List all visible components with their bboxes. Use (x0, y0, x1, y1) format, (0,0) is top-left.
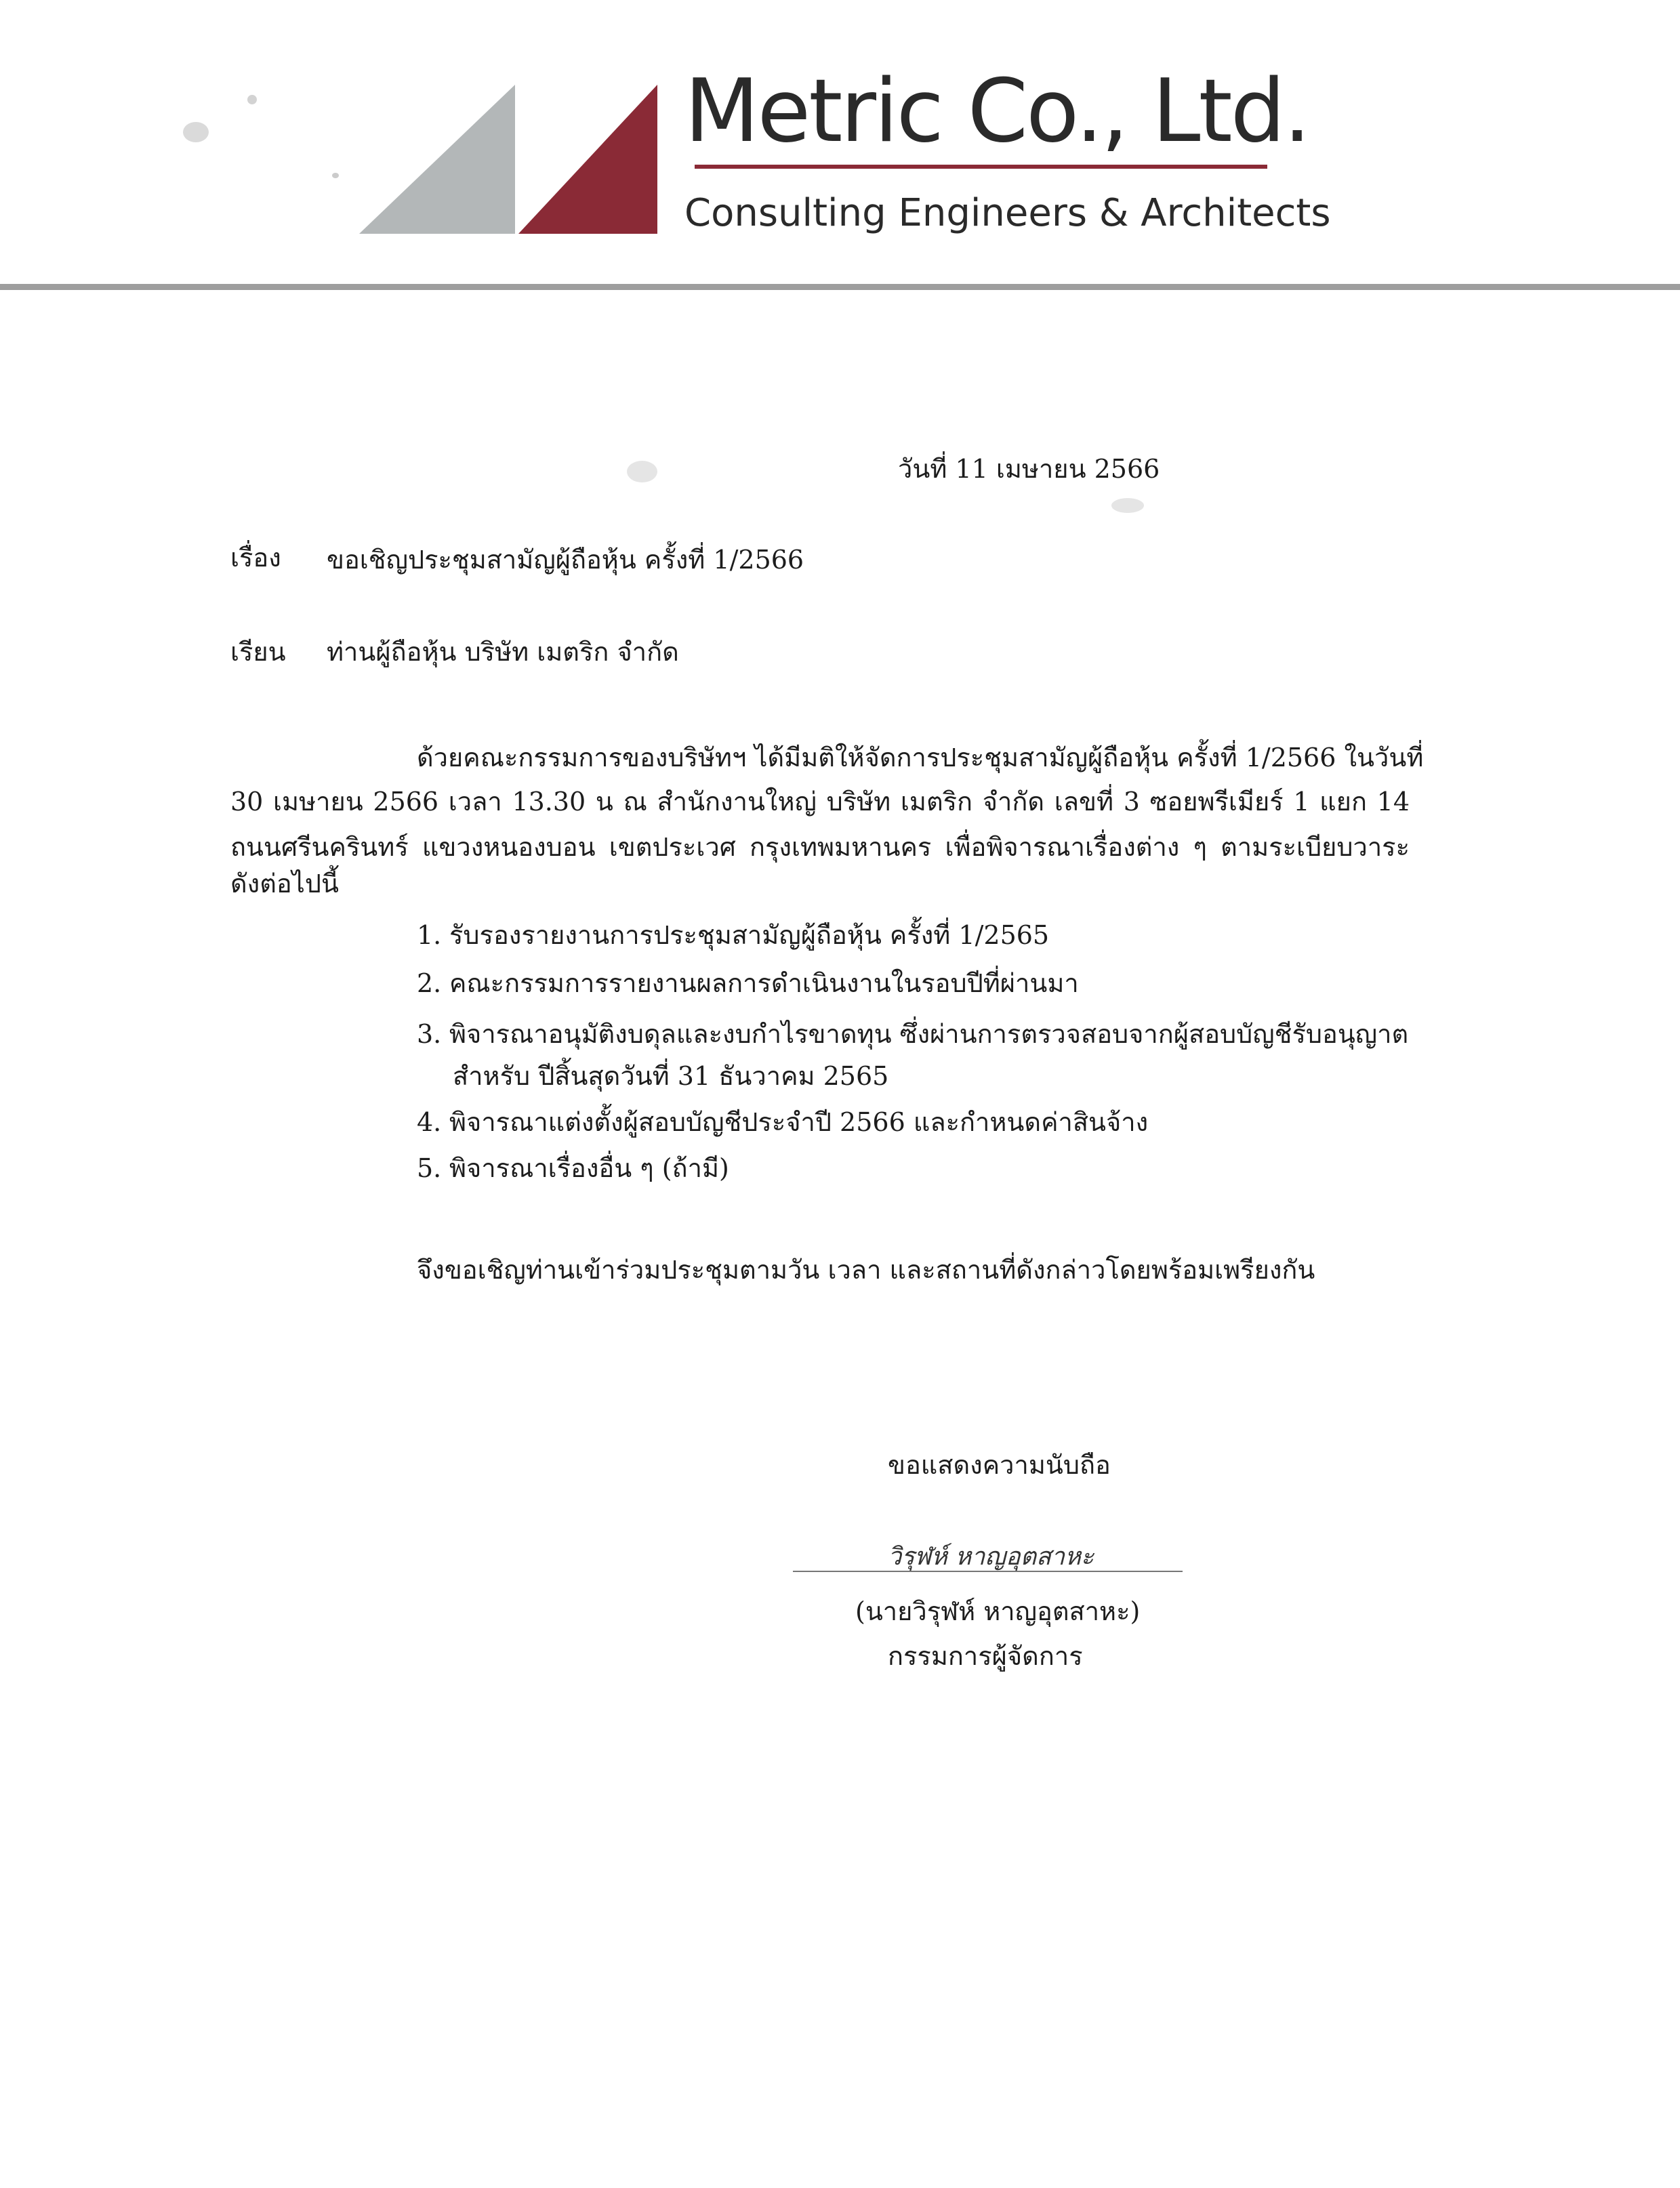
closing-text: ขอแสดงความนับถือ (888, 1450, 1111, 1480)
agenda-number: 5. (417, 1153, 442, 1183)
agenda-number: 3. (417, 1019, 442, 1049)
company-logo-icon (359, 81, 671, 234)
scan-speck (627, 461, 657, 482)
scan-speck (247, 95, 257, 104)
agenda-text: พิจารณาอนุมัติงบดุลและงบกำไรขาดทุน ซึ่งผ่านการตรวจสอบจากผู้สอบบัญชีรับอนุญาต (449, 1019, 1409, 1049)
handwritten-signature: วิรุฬห์ หาญอุตสาหะ (888, 1543, 1094, 1571)
agenda-text: รับรองรายงานการประชุมสามัญผู้ถือหุ้น ครั้งที่ 1/2565 (449, 920, 1050, 950)
agenda-number: 1. (417, 920, 442, 950)
signer-title: กรรมการผู้จัดการ (888, 1641, 1083, 1671)
agenda-number: 4. (417, 1107, 442, 1137)
company-tagline: Consulting Engineers & Architects (684, 191, 1331, 235)
agenda-item-5 (417, 1151, 729, 1186)
paragraph-line-4: ดังต่อไปนี้ (230, 869, 339, 899)
logo-red-triangle (518, 85, 657, 234)
recipient-label: เรียน (230, 637, 286, 667)
letter-date: วันที่ 11 เมษายน 2566 (898, 454, 1160, 484)
invitation-text: จึงขอเชิญท่านเข้าร่วมประชุมตามวัน เวลา และสถานที่ดังกล่าวโดยพร้อมเพรียงกัน (417, 1255, 1315, 1285)
scan-speck (332, 173, 339, 178)
scan-speck (183, 122, 209, 142)
scan-speck (1111, 498, 1144, 513)
company-name-underline (695, 165, 1267, 169)
letterhead (0, 0, 1680, 298)
subject-text: ขอเชิญประชุมสามัญผู้ถือหุ้น ครั้งที่ 1/2566 (327, 545, 804, 575)
signature-line (793, 1571, 1183, 1572)
agenda-item-4 (417, 1105, 1148, 1140)
signer-name: (นายวิรุฬห์ หาญอุตสาหะ) (855, 1596, 1141, 1626)
company-name: Metric Co., Ltd. (684, 61, 1309, 162)
agenda-text: พิจารณาเรื่องอื่น ๆ (ถ้ามี) (449, 1153, 729, 1183)
subject-label: เรื่อง (230, 543, 281, 573)
agenda-item-1 (417, 917, 1049, 953)
agenda-item-3-continuation: สำหรับ ปีสิ้นสุดวันที่ 31 ธันวาคม 2565 (453, 1061, 889, 1091)
agenda-item-3 (417, 1016, 1408, 1052)
agenda-number: 2. (417, 968, 442, 998)
paragraph-line-1: ด้วยคณะกรรมการของบริษัทฯ ได้มีมติให้จัดการประชุมสามัญผู้ถือหุ้น ครั้งที่ 1/2566 ในวันที่ (417, 743, 1424, 772)
agenda-item-2 (417, 966, 1079, 1001)
logo-gray-triangle (359, 85, 515, 234)
agenda-text: พิจารณาแต่งตั้งผู้สอบบัญชีประจำปี 2566 และกำหนดค่าสินจ้าง (449, 1107, 1149, 1137)
recipient-text: ท่านผู้ถือหุ้น บริษัท เมตริก จำกัด (327, 637, 679, 667)
paragraph-line-3: ถนนศรีนครินทร์ แขวงหนองบอน เขตประเวศ กรุงเทพมหานคร เพื่อพิจารณาเรื่องต่าง ๆ ตามระเบียบวาระ (230, 832, 1410, 862)
agenda-text: คณะกรรมการรายงานผลการดำเนินงานในรอบปีที่ผ่านมา (449, 968, 1079, 998)
paragraph-line-2: 30 เมษายน 2566 เวลา 13.30 น ณ สำนักงานใหญ่ บริษัท เมตริก จำกัด เลขที่ 3 ซอยพรีเมียร์ 1 แยก 14 (230, 787, 1410, 817)
header-divider (0, 284, 1680, 290)
